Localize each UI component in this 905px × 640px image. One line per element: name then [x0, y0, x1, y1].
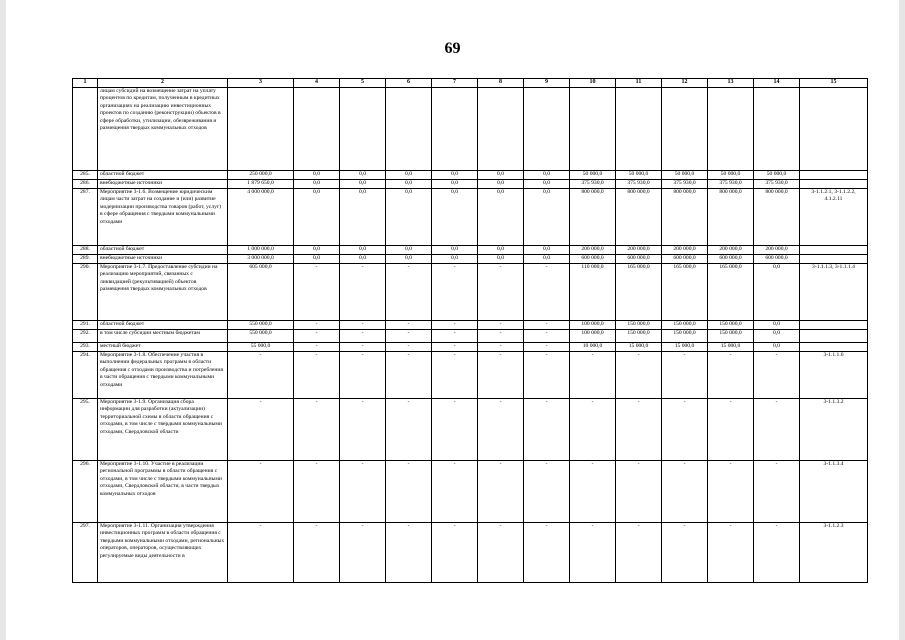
value-cell: 0,0 [340, 255, 386, 264]
value-cell: - [616, 352, 662, 399]
value-cell: - [294, 330, 340, 343]
value-cell: - [294, 321, 340, 330]
column-header: 10 [570, 79, 616, 88]
value-cell: 600 000,0 [754, 255, 800, 264]
target-reference: 3-1.1.2.3 [800, 523, 868, 583]
value-cell: - [294, 352, 340, 399]
column-header: 9 [524, 79, 570, 88]
value-cell: - [478, 352, 524, 399]
target-reference [800, 246, 868, 255]
value-cell: 800 000,0 [662, 189, 708, 246]
value-cell: - [340, 523, 386, 583]
value-cell: - [524, 264, 570, 321]
value-cell: 0,0 [754, 264, 800, 321]
column-header: 15 [800, 79, 868, 88]
value-cell: - [228, 461, 294, 523]
value-cell: 150 000,0 [616, 321, 662, 330]
value-cell: - [570, 399, 616, 461]
value-cell: 0,0 [524, 180, 570, 189]
value-cell: 150 000,0 [708, 330, 754, 343]
page-number: 69 [444, 40, 461, 57]
value-cell: 150 000,0 [662, 330, 708, 343]
value-cell: 375 930,0 [708, 180, 754, 189]
value-cell: 150 000,0 [662, 321, 708, 330]
value-cell: 50 000,0 [616, 171, 662, 180]
table-row [73, 264, 868, 321]
row-number: 293. [73, 343, 98, 352]
row-description: Мероприятие 3-1.8. Обеспечение участия в выполнении федеральных программ в области обращения с отходами производства и потребления в части обращения с твердыми коммунальными отходами [98, 352, 228, 399]
value-cell: 0,0 [386, 246, 432, 255]
value-cell: - [708, 399, 754, 461]
value-cell: 50 000,0 [570, 171, 616, 180]
value-cell: - [478, 321, 524, 330]
table-row [73, 461, 868, 523]
column-header: 5 [340, 79, 386, 88]
value-cell: - [340, 352, 386, 399]
value-cell: - [478, 399, 524, 461]
value-cell: 0,0 [386, 180, 432, 189]
value-cell: - [524, 321, 570, 330]
value-cell: - [754, 399, 800, 461]
value-cell: 0,0 [386, 255, 432, 264]
value-cell: 0,0 [478, 180, 524, 189]
value-cell: 110 000,0 [570, 264, 616, 321]
value-cell: - [294, 399, 340, 461]
column-header: 12 [662, 79, 708, 88]
value-cell: - [616, 461, 662, 523]
value-cell: 15 000,0 [662, 343, 708, 352]
column-header: 3 [228, 79, 294, 88]
value-cell: 375 930,0 [616, 180, 662, 189]
value-cell: 0,0 [432, 180, 478, 189]
value-cell: - [340, 461, 386, 523]
value-cell [708, 88, 754, 171]
value-cell: 200 000,0 [754, 246, 800, 255]
value-cell: 250 000,0 [228, 171, 294, 180]
header-row [73, 79, 868, 88]
row-number: 297. [73, 523, 98, 583]
value-cell: 0,0 [432, 255, 478, 264]
value-cell: 550 000,0 [228, 321, 294, 330]
value-cell: 0,0 [294, 189, 340, 246]
value-cell: - [524, 523, 570, 583]
target-reference [800, 321, 868, 330]
value-cell: - [708, 523, 754, 583]
value-cell: 1 000 000,0 [228, 246, 294, 255]
value-cell: 550 000,0 [228, 330, 294, 343]
value-cell: 0,0 [340, 171, 386, 180]
value-cell: - [662, 523, 708, 583]
value-cell: - [228, 352, 294, 399]
column-header: 2 [98, 79, 228, 88]
column-header: 14 [754, 79, 800, 88]
value-cell: 10 000,0 [570, 343, 616, 352]
value-cell: 165 000,0 [708, 264, 754, 321]
value-cell: 15 000,0 [708, 343, 754, 352]
value-cell: 800 000,0 [616, 189, 662, 246]
column-header: 7 [432, 79, 478, 88]
value-cell: 0,0 [524, 255, 570, 264]
value-cell: - [754, 352, 800, 399]
target-reference: 3-1.1.3.2 [800, 399, 868, 461]
value-cell: - [432, 352, 478, 399]
table-row [73, 255, 868, 264]
value-cell: 0,0 [478, 255, 524, 264]
column-header: 13 [708, 79, 754, 88]
budget-table [72, 78, 868, 583]
column-header: 6 [386, 79, 432, 88]
value-cell: - [386, 461, 432, 523]
row-number: 289. [73, 255, 98, 264]
value-cell [340, 88, 386, 171]
row-description: внебюджетные источники [98, 180, 228, 189]
value-cell: - [524, 352, 570, 399]
document-page [6, 0, 899, 640]
value-cell: - [478, 264, 524, 321]
value-cell: - [524, 399, 570, 461]
value-cell: - [570, 352, 616, 399]
column-header: 8 [478, 79, 524, 88]
value-cell: 0,0 [478, 246, 524, 255]
table-row [73, 180, 868, 189]
table-row [73, 246, 868, 255]
row-description: Мероприятие 3-1.10. Участие в реализации региональной программы в области обращения с отходами, в том числе с твердыми коммунальными отходами, Свердловской области, в части твердых коммунальных отходов [98, 461, 228, 523]
value-cell: 100 000,0 [570, 321, 616, 330]
value-cell: - [570, 523, 616, 583]
target-reference: 3-1.1.1.3, 3-1.1.1.4 [800, 264, 868, 321]
row-description: лицам субсидий на возмещение затрат на уплату процентов по кредитам, полученным в кредитных организациях на реализацию инвестиционных проектов по созданию (реконструкции) объектов в сфере обработки, утилизации, обезвреживания и размещения твердых коммунальных отходов [98, 88, 228, 171]
value-cell: - [570, 461, 616, 523]
value-cell: - [478, 523, 524, 583]
value-cell: - [340, 399, 386, 461]
table-row [73, 330, 868, 343]
value-cell: 600 000,0 [708, 255, 754, 264]
table-row [73, 399, 868, 461]
row-number: 287. [73, 189, 98, 246]
value-cell: 150 000,0 [616, 330, 662, 343]
table-row [73, 343, 868, 352]
value-cell [432, 88, 478, 171]
target-reference: 3-1.1.3.4 [800, 461, 868, 523]
value-cell: 50 000,0 [708, 171, 754, 180]
value-cell: 50 000,0 [754, 171, 800, 180]
row-description: областной бюджет [98, 246, 228, 255]
value-cell: - [708, 352, 754, 399]
value-cell: 0,0 [294, 255, 340, 264]
value-cell: - [340, 321, 386, 330]
value-cell: 0,0 [478, 171, 524, 180]
value-cell: - [386, 352, 432, 399]
value-cell: 200 000,0 [662, 246, 708, 255]
value-cell: - [228, 399, 294, 461]
value-cell: - [432, 461, 478, 523]
row-description: местный бюджет [98, 343, 228, 352]
value-cell: - [432, 523, 478, 583]
value-cell: - [294, 264, 340, 321]
value-cell: 50 000,0 [662, 171, 708, 180]
value-cell: 0,0 [754, 330, 800, 343]
row-description: в том числе субсидии местным бюджетам [98, 330, 228, 343]
value-cell: 800 000,0 [570, 189, 616, 246]
column-header: 4 [294, 79, 340, 88]
target-reference [800, 343, 868, 352]
value-cell: 0,0 [340, 189, 386, 246]
value-cell: - [386, 523, 432, 583]
value-cell: 0,0 [294, 246, 340, 255]
row-description: Мероприятие 3-1.7. Предоставление субсидии на реализацию мероприятий, связанных с ликвидацией (рекультивацией) объектов размещения твердых коммунальных отходов [98, 264, 228, 321]
row-number: 291. [73, 321, 98, 330]
value-cell: 800 000,0 [708, 189, 754, 246]
value-cell: - [432, 264, 478, 321]
value-cell: - [524, 343, 570, 352]
value-cell: 0,0 [524, 189, 570, 246]
value-cell: 3 000 000,0 [228, 255, 294, 264]
value-cell: 200 000,0 [616, 246, 662, 255]
row-number [73, 88, 98, 171]
value-cell: - [478, 330, 524, 343]
value-cell: - [432, 330, 478, 343]
value-cell: - [294, 343, 340, 352]
table-row [73, 189, 868, 246]
value-cell: - [386, 343, 432, 352]
value-cell: - [228, 523, 294, 583]
value-cell [616, 88, 662, 171]
row-description: областной бюджет [98, 321, 228, 330]
value-cell: - [616, 399, 662, 461]
value-cell: 0,0 [386, 189, 432, 246]
value-cell: 0,0 [432, 171, 478, 180]
value-cell: 150 000,0 [708, 321, 754, 330]
value-cell: 0,0 [754, 343, 800, 352]
table-row [73, 88, 868, 171]
value-cell [478, 88, 524, 171]
row-description: Мероприятие 3-1.9. Организация сбора информации для разработки (актуализации) территориальной схемы в области обращения с отходами, в том числе с твердыми коммунальными отходами, Свердловской области [98, 399, 228, 461]
value-cell: 375 930,0 [662, 180, 708, 189]
value-cell: - [662, 352, 708, 399]
value-cell: 0,0 [294, 171, 340, 180]
value-cell: - [340, 343, 386, 352]
target-reference [800, 180, 868, 189]
value-cell: - [386, 330, 432, 343]
value-cell: - [662, 399, 708, 461]
value-cell: 375 930,0 [570, 180, 616, 189]
value-cell: - [478, 461, 524, 523]
value-cell: 0,0 [432, 246, 478, 255]
value-cell: - [662, 461, 708, 523]
value-cell: - [294, 523, 340, 583]
value-cell: - [340, 330, 386, 343]
target-reference [800, 330, 868, 343]
value-cell: 4 000 000,0 [228, 189, 294, 246]
row-number: 295. [73, 399, 98, 461]
value-cell [570, 88, 616, 171]
value-cell [294, 88, 340, 171]
value-cell: 0,0 [432, 189, 478, 246]
value-cell [524, 88, 570, 171]
table-row [73, 523, 868, 583]
row-description: Мероприятие 3-1.11. Организация утверждения инвестиционных программ в области обращения с твердыми коммунальными отходами, региональных операторов, операторов, осуществляющих регулируемые виды деятельности в [98, 523, 228, 583]
value-cell: 600 000,0 [662, 255, 708, 264]
value-cell: 800 000,0 [754, 189, 800, 246]
value-cell: 0,0 [340, 246, 386, 255]
target-reference: 3-1.1.1.6 [800, 352, 868, 399]
value-cell [228, 88, 294, 171]
value-cell [662, 88, 708, 171]
value-cell: 15 000,0 [616, 343, 662, 352]
value-cell: 605 000,0 [228, 264, 294, 321]
column-header: 1 [73, 79, 98, 88]
value-cell [386, 88, 432, 171]
value-cell: 600 000,0 [616, 255, 662, 264]
value-cell [754, 88, 800, 171]
value-cell: - [294, 461, 340, 523]
value-cell: - [432, 343, 478, 352]
table-row [73, 171, 868, 180]
value-cell: 100 000,0 [570, 330, 616, 343]
value-cell: - [524, 330, 570, 343]
target-reference: 3-1.1.2.1, 3-1.1.2.2, 4.1.2.11 [800, 189, 868, 246]
value-cell: 375 930,0 [754, 180, 800, 189]
target-reference [800, 171, 868, 180]
value-cell: - [432, 321, 478, 330]
value-cell: 0,0 [524, 171, 570, 180]
row-description: Мероприятие 3-1.6. Возмещение юридическим лицам части затрат на создание и (или) развитие модернизации производства товаров (работ, услуг) в сфере обращения с твердыми коммунальными отходами [98, 189, 228, 246]
value-cell: 0,0 [294, 180, 340, 189]
row-number: 285. [73, 171, 98, 180]
value-cell: - [386, 264, 432, 321]
target-reference [800, 255, 868, 264]
row-description: областной бюджет [98, 171, 228, 180]
row-number: 290. [73, 264, 98, 321]
value-cell: - [616, 523, 662, 583]
table-row [73, 352, 868, 399]
value-cell: - [708, 461, 754, 523]
row-number: 292. [73, 330, 98, 343]
value-cell: 0,0 [754, 321, 800, 330]
value-cell: 0,0 [386, 171, 432, 180]
value-cell: 55 000,0 [228, 343, 294, 352]
target-reference [800, 88, 868, 171]
value-cell: 1 879 650,0 [228, 180, 294, 189]
row-description: внебюджетные источники [98, 255, 228, 264]
value-cell: 200 000,0 [708, 246, 754, 255]
row-number: 288. [73, 246, 98, 255]
value-cell: 165 000,0 [662, 264, 708, 321]
value-cell: - [478, 343, 524, 352]
value-cell: 600 000,0 [570, 255, 616, 264]
value-cell: - [754, 523, 800, 583]
value-cell: - [754, 461, 800, 523]
value-cell: - [340, 264, 386, 321]
table-row [73, 321, 868, 330]
column-header: 11 [616, 79, 662, 88]
row-number: 286. [73, 180, 98, 189]
value-cell: - [524, 461, 570, 523]
value-cell: - [386, 399, 432, 461]
value-cell: 165 000,0 [616, 264, 662, 321]
row-number: 294. [73, 352, 98, 399]
row-number: 296. [73, 461, 98, 523]
value-cell: 200 000,0 [570, 246, 616, 255]
value-cell: - [386, 321, 432, 330]
value-cell: 0,0 [340, 180, 386, 189]
value-cell: 0,0 [478, 189, 524, 246]
value-cell: - [432, 399, 478, 461]
value-cell: 0,0 [524, 246, 570, 255]
